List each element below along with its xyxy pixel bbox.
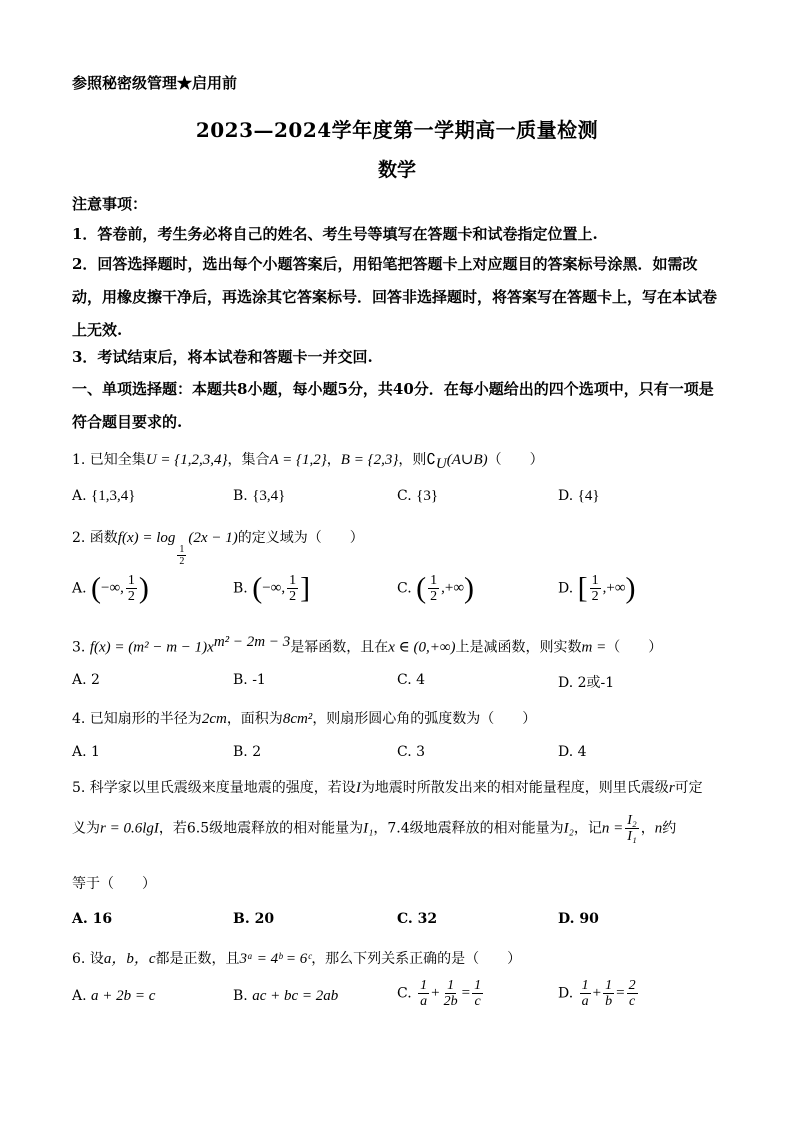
secret-label: 参照秘密级管理★启用前 — [72, 74, 238, 92]
q5-option-b: B. 20 — [233, 911, 275, 927]
q1-option-c: C. {3} — [397, 488, 439, 504]
q3-mid: 是幂函数，且在 — [290, 639, 389, 656]
q1-set-a: A = {1,2} — [269, 452, 327, 468]
notice-item-1: 1．答卷前，考生务必将自己的姓名、考生号等填写在答题卡和试卷指定位置上. — [72, 225, 598, 243]
q5-var-i: I — [355, 780, 361, 796]
q6-option-a: A. a + 2b = c — [72, 988, 156, 1004]
q1-expr: (A∪B) — [446, 452, 488, 468]
q4-option-a: A. 1 — [72, 744, 100, 760]
notice-heading: 注意事项： — [72, 195, 148, 213]
section-heading: 一、单项选择题：本题共8小题，每小题5分，共40分．在每小题给出的四个选项中，只有一项是符合题目要求的. — [72, 380, 714, 431]
q5-i1: I₁ — [363, 820, 374, 837]
q6-condition: 3ᵃ = 4ᵇ = 6ᶜ — [239, 951, 312, 967]
q3-paren: （ ） — [606, 639, 663, 656]
q3-option-a: A. 2 — [72, 672, 100, 688]
exam-title: 2023—2024学年度第一学期高一质量检测 — [195, 118, 599, 142]
q4-option-c: C. 3 — [397, 744, 426, 760]
notice-item-2: 2．回答选择题时，选出每个小题答案后，用铅笔把答题卡上对应题目的答案标号涂黑．如需改动，用橡皮擦干净后，再选涂其它答案标号．回答非选择题时，将答案写在答题卡上，写在本试卷上无效. — [72, 255, 718, 339]
q3-option-c: C. 4 — [397, 672, 426, 688]
q3-suffix: 上是减函数，则实数 — [455, 639, 582, 656]
q1-option-b: B. {3,4} — [233, 488, 286, 504]
notice-item-3: 3．考试结束后，将本试卷和答题卡一并交回. — [72, 348, 373, 366]
q6-option-c: C. $\frac{1}{a}$ + $\frac{1}{2b}$ = $\frac{1}{c}$ — [397, 978, 482, 1009]
q3-interval: x ∈ (0,+∞) — [388, 639, 456, 656]
q2-arg: (2x − 1) — [188, 530, 238, 546]
q5-option-c: C. 32 — [397, 911, 438, 927]
q6-option-d: D. $\frac{1}{a}$ + $\frac{1}{b}$ = $\frac{2}{c}$ — [558, 978, 636, 1009]
question-5-line-1: 5. 科学家以里氏震级来度量地震的强度，若设I为地震时所散发出来的相对能量程度，则里氏震级r可定 — [72, 780, 703, 796]
q1-paren: （ ） — [487, 452, 544, 468]
q1-mid1: ，集合 — [227, 452, 270, 468]
q1-sep: ， — [326, 452, 341, 468]
q2-option-c: C. ( $\frac{1}{2}$ ,+∞) — [397, 571, 475, 605]
q2-option-d: D. [ $\frac{1}{2}$ ,+∞) — [558, 571, 636, 605]
question-5-line-2: 义为r = 0.6lgI，若6.5级地震释放的相对能量为I₁，7.4级地震释放的相对能量为I₂，记n = $\frac{\text{I₂}}{\text{I₁}}$ ，n约 — [72, 813, 677, 844]
q5-n-eq: n = — [601, 820, 624, 837]
q4-option-d: D. 4 — [558, 744, 587, 760]
q1-mid2: ，则 — [398, 452, 427, 468]
q5-ratio: $\frac{\text{I₂}}{\text{I₁}}$ — [627, 813, 637, 844]
q5-option-d: D. 90 — [558, 911, 599, 927]
q1-complement-sub: U — [435, 455, 447, 472]
q3-func: f(x) = (m² − m − 1)x — [89, 639, 214, 656]
q4-area: 8cm² — [282, 711, 313, 727]
q1-option-d: D. {4} — [558, 488, 600, 504]
q3-option-b: B. -1 — [233, 672, 266, 688]
q6-vars: a，b，c — [103, 951, 156, 967]
q4-radius: 2cm — [201, 711, 227, 727]
q4-suffix: ，则扇形圆心角的弧度数为（ ） — [312, 711, 537, 727]
q2-func: f(x) = log — [117, 530, 176, 546]
q3-option-d: D. 2或-1 — [558, 675, 615, 691]
q1-universe: U = {1,2,3,4} — [145, 452, 228, 468]
q5-option-a: A. 16 — [72, 911, 113, 927]
q4-option-b: B. 2 — [233, 744, 262, 760]
question-6: 6. 设a，b，c都是正数，且3ᵃ = 4ᵇ = 6ᶜ，那么下列关系正确的是（ ） — [72, 951, 522, 967]
q6-option-b: B. ac + bc = 2ab — [233, 988, 339, 1004]
question-5-line-3: 等于（ ） — [72, 876, 156, 892]
q4-prefix: 4. 已知扇形的半径为 — [72, 711, 202, 727]
q2-suffix: 的定义域为（ ） — [237, 530, 364, 546]
q5-formula: r = 0.6lgI — [100, 820, 159, 837]
q5-i2: I₂ — [563, 820, 574, 837]
q2-log-base: $\frac{1}{2}$ — [179, 544, 185, 567]
q2-option-b: B. (−∞, $\frac{1}{2}$ ] — [233, 571, 311, 605]
q1-option-a: A. {1,3,4} — [72, 488, 136, 504]
q3-exponent: m² − 2m − 3 — [213, 634, 291, 650]
q2-option-a: A. (−∞, $\frac{1}{2}$ ) — [72, 571, 149, 605]
question-2 — [72, 527, 364, 567]
q5-var-r: r — [668, 780, 675, 796]
question-4 — [72, 708, 536, 728]
subject-title: 数学 — [377, 159, 416, 181]
q1-prefix: 1. 已知全集 — [72, 452, 146, 468]
question-1 — [72, 449, 544, 473]
question-3 — [72, 634, 662, 657]
q4-mid: ，面积为 — [226, 711, 283, 727]
q3-prefix: 3. — [72, 639, 86, 656]
q3-var: m = — [581, 639, 607, 656]
q5-var-n: n — [654, 820, 663, 837]
q2-prefix: 2. 函数 — [72, 530, 118, 546]
q1-set-b: B = {2,3} — [340, 452, 399, 468]
q1-complement-symbol: ∁ — [426, 452, 436, 468]
